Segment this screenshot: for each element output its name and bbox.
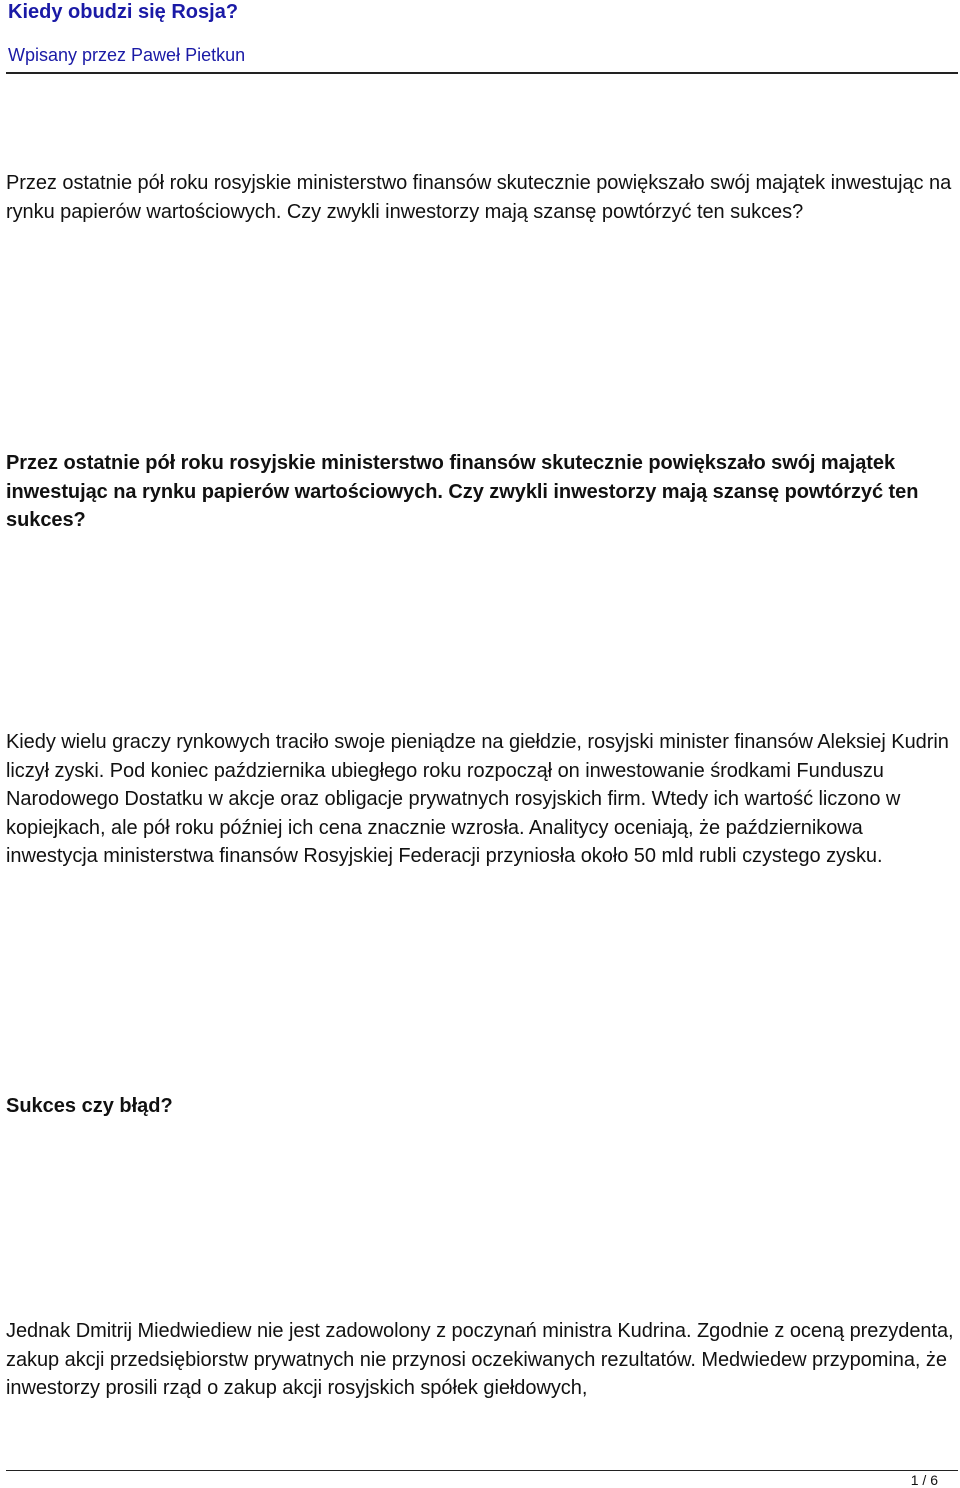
section-heading: Sukces czy błąd? — [6, 1095, 173, 1117]
body-paragraph-2: Jednak Dmitrij Miedwiediew nie jest zadowolony z poczynań ministra Kudrina. Zgodnie z oceną prezydenta, zakup akcji przedsiębiorstw prywatnych nie przynosi oczekiwanych rezultatów. Medwiedew przypomina, że inwestorzy prosili rząd o zakup akcji rosyjskich spółek giełdowych, — [6, 1320, 954, 1399]
lead-paragraph: Przez ostatnie pół roku rosyjskie ministerstwo finansów skutecznie powiększało swój majątek inwestując na rynku papierów wartościowych. Czy zwykli inwestorzy mają szansę powtórzyć ten sukces? — [6, 452, 919, 531]
header-divider — [6, 72, 958, 74]
body-paragraph-1: Kiedy wielu graczy rynkowych traciło swoje pieniądze na giełdzie, rosyjski minister finansów Aleksiej Kudrin liczył zyski. Pod koniec października ubiegłego roku rozpoczął on inwestowanie środkami Funduszu Narodowego Dostatku w akcje oraz obligacje prywatnych rosyjskich firm. Wtedy ich wartość liczono w kopiejkach, ale pół roku później ich cena znacznie wzrosła. Analitycy oceniają, że październikowa inwestycja ministerstwa finansów Rosyjskiej Federacji przyniosła około 50 mld rubli czystego zysku. — [6, 731, 949, 867]
page-number: 1 / 6 — [910, 1472, 938, 1488]
author-line: Wpisany przez Paweł Pietkun — [8, 45, 246, 65]
intro-paragraph: Przez ostatnie pół roku rosyjskie ministerstwo finansów skutecznie powiększało swój majątek inwestując na rynku papierów wartościowych. Czy zwykli inwestorzy mają szansę powtórzyć ten sukces? — [6, 172, 952, 223]
footer-divider — [6, 1470, 958, 1471]
document-title: Kiedy obudzi się Rosja? — [8, 1, 239, 23]
